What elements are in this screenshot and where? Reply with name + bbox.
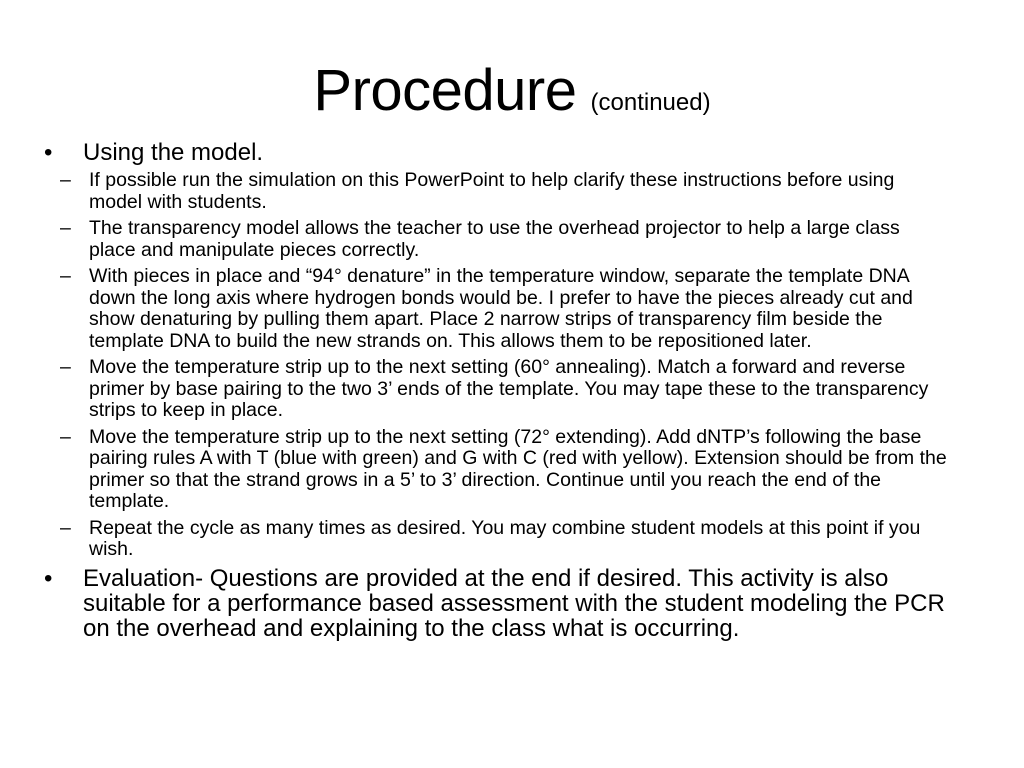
dash-marker: –	[60, 265, 71, 287]
bullet-text: Evaluation- Questions are provided at the end if desired. This activity is also suitable for a performance based assessment with the student modeling the PCR on the overhead and explaining to the class what is occurring.	[83, 564, 945, 642]
bullet-list	[44, 140, 974, 641]
sub-bullet-item	[5, 427, 949, 513]
sub-bullet-item	[5, 170, 949, 213]
sub-bullet-text: With pieces in place and “94° denature” in the temperature window, separate the template DNA down the long axis where hydrogen bonds would be. I prefer to have the pieces already cut and show denaturing by pulling them apart. Place 2 narrow strips of transparency film beside the template DNA to build the new strands on. This allows them to be repositioned later.	[89, 265, 913, 352]
sub-bullet-text: The transparency model allows the teacher to use the overhead projector to help a large class place and manipulate pieces correctly.	[89, 217, 900, 261]
sub-bullet-item	[5, 266, 949, 352]
bullet-marker: •	[44, 139, 53, 166]
sub-bullet-text: Move the temperature strip up to the next setting (60° annealing). Match a forward and reverse primer by base pairing to the two 3’ ends of the template. You may tape these to the transparency strips to keep in place.	[89, 356, 929, 421]
dash-marker: –	[60, 425, 71, 448]
title-suffix: (continued)	[590, 89, 711, 116]
bullet-item	[44, 566, 974, 641]
sub-bullet-item	[5, 518, 949, 561]
sub-bullet-item	[5, 218, 949, 261]
sub-bullet-text: Repeat the cycle as many times as desired. You may combine student models at this point if you wish.	[89, 516, 921, 560]
bullet-text: Using the model.	[83, 139, 264, 166]
slide-title	[0, 58, 1024, 123]
bullet-item	[44, 140, 974, 165]
bullet-marker: •	[44, 564, 53, 592]
dash-marker: –	[60, 516, 71, 539]
dash-marker: –	[60, 356, 71, 378]
title-main: Procedure	[313, 58, 577, 123]
sub-bullet-text: If possible run the simulation on this PowerPoint to help clarify these instructions before using model with students.	[89, 169, 895, 213]
dash-marker: –	[60, 169, 71, 191]
dash-marker: –	[60, 217, 71, 239]
sub-bullet-item	[5, 357, 949, 422]
sub-bullet-list	[44, 170, 974, 561]
sub-bullet-text: Move the temperature strip up to the next setting (72° extending). Add dNTP’s following the base pairing rules A with T (blue with green) and G with C (red with yellow). Extension should be from the primer so that the strand grows in a 5’ to 3’ direction. Continue until you reach the end of the template.	[89, 425, 947, 512]
